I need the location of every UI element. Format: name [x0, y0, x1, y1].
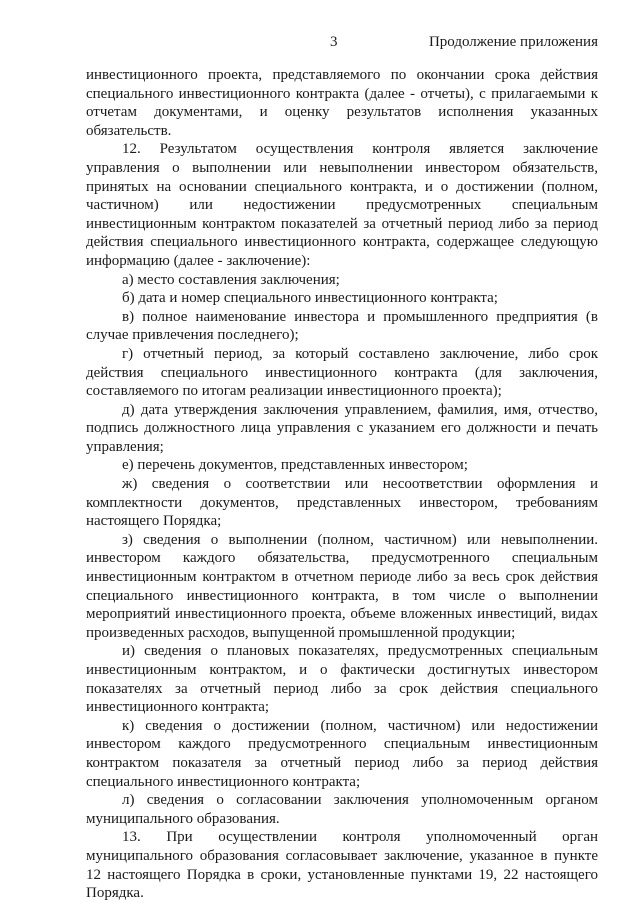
subitem-a: а) место составления заключения; — [122, 271, 340, 288]
subitem-z: з) сведения о выполнении (полном, частичном) или невыполнении. инвестором каждого обязательства, предусмотренного специальным инвестиционным контрактом в отчетном периоде либо за весь срок действия специального инвестиционного контракта, в том числе о выполнении мероприятий инвестиционного проекта, объеме вложенных инвестиций, видах произведенных расходов, выпущенной промышленной продукции; — [86, 531, 598, 641]
paragraph-item-12: 12. Результатом осуществления контроля является заключение управления о выполнении или невыполнении инвестором обязательств, принятых на основании специального контракта, и о достижении (полном, частичном) или недостижении предусмотренных специальным инвестиционным контрактом показателей за отчетный период либо за период действия специального инвестиционного контракта, содержащее следующую информацию (далее - заключение): — [86, 141, 598, 269]
subitem-zh: ж) сведения о соответствии или несоответствии оформления и комплектности документов, представленных инвестором, требованиям настоящего Порядка; — [86, 476, 598, 530]
subitem-e: е) перечень документов, представленных инвестором; — [122, 457, 468, 474]
page-header — [0, 34, 640, 54]
subitem-i: и) сведения о плановых показателях, предусмотренных специальным инвестиционным контрактом, и о фактически достигнутых инвестором показателях за отчетный период либо за срок действия специального инвестиционного контракта; — [86, 643, 598, 716]
paragraph-item-13: 13. При осуществлении контроля уполномоченный орган муниципального образования согласовывает заключение, указанное в пункте 12 настоящего Порядка в сроки, установленные пунктами 19, 22 настоящего Порядка. — [86, 829, 598, 902]
subitem-v: в) полное наименование инвестора и промышленного предприятия (в случае привлечения последнего); — [86, 308, 598, 344]
paragraph-continuation: инвестиционного проекта, представляемого по окончании срока действия специального инвестиционного контракта (далее - отчеты), с прилагаемыми к отчетам документами, и оценку результатов исполнения указанных обязательств. — [86, 67, 598, 139]
subitem-g: г) отчетный период, за который составлено заключение, либо срок действия специального инвестиционного контракта (для заключения, составляемого по итогам реализации инвестиционного проекта); — [86, 345, 598, 400]
subitem-k: к) сведения о достижении (полном, частичном) или недостижении инвестором каждого предусмотренного специальным инвестиционным контрактом показателя за отчетный период либо за период действия специального инвестиционного контракта; — [86, 717, 598, 790]
page-number: 3 — [330, 34, 338, 50]
subitem-d: д) дата утверждения заключения управлением, фамилия, имя, отчество, подпись должностного лица управления с указанием его должности и печать управления; — [86, 401, 598, 455]
subitem-l: л) сведения о согласовании заключения уполномоченным органом муниципального образования. — [86, 792, 598, 827]
header-title: Продолжение приложения — [428, 34, 598, 50]
document-body — [86, 66, 598, 903]
subitem-b: б) дата и номер специального инвестиционного контракта; — [122, 290, 498, 307]
